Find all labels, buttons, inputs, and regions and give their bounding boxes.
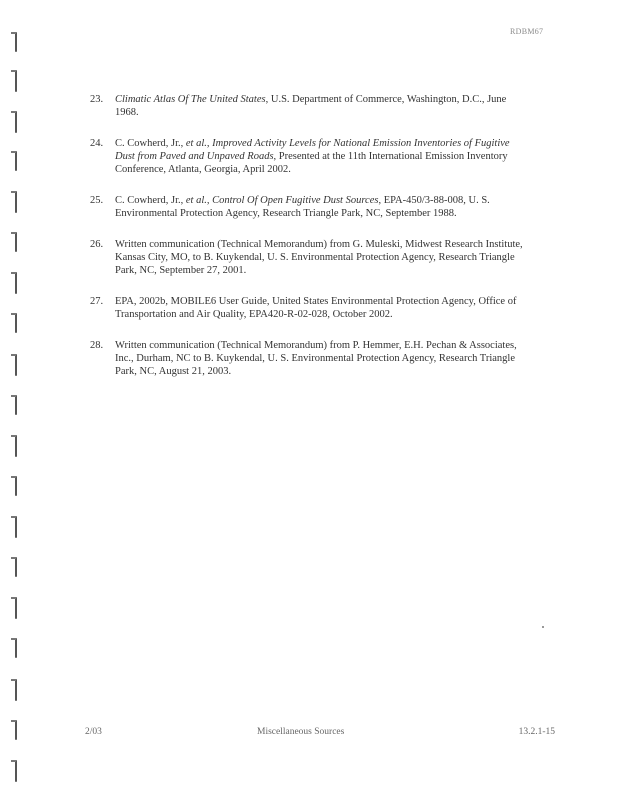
page-footer	[85, 727, 555, 741]
footer-page-number: 13.2.1-15	[518, 727, 555, 737]
reference-number: 27.	[90, 296, 104, 307]
document-id: RDBM67	[510, 27, 544, 36]
reference-text: EPA, 2002b, MOBILE6 User Guide, United States Environmental Protection Agency, Office of Transportation and Air Quality, EPA420-R-02-028, October 2002.	[115, 296, 517, 320]
reference-item	[90, 194, 530, 220]
reference-number: 28.	[90, 340, 104, 351]
reference-list	[90, 93, 530, 396]
footer-date: 2/03	[85, 727, 102, 737]
reference-item	[90, 339, 530, 378]
reference-author: C. Cowherd, Jr.,	[115, 138, 186, 149]
reference-title: et al., Improved Activity Levels for National Emission Inventories of Fugitive Dust from Paved and Unpaved Roads	[115, 138, 510, 162]
reference-item	[90, 238, 530, 277]
reference-text: Written communication (Technical Memorandum) from G. Muleski, Midwest Research Institute, Kansas City, MO, to B. Kuykendal, U. S. Environmental Protection Agency, Research Triangle Park, NC, September 27, 2001.	[115, 239, 523, 276]
reference-details: , U.S. Department of Commerce, Washington, D.C., June 1968.	[115, 94, 507, 118]
footer-section-title: Miscellaneous Sources	[257, 727, 345, 737]
reference-number: 23.	[90, 94, 104, 105]
reference-item	[90, 93, 530, 119]
reference-title: Climatic Atlas Of The United States	[115, 94, 266, 105]
reference-number: 25.	[90, 195, 104, 206]
reference-text: Written communication (Technical Memorandum) from P. Hemmer, E.H. Pechan & Associates, Inc., Durham, NC to B. Kuykendal, U. S. Environmental Protection Agency, Research Triangle Park, NC, August 21, 2003.	[115, 340, 517, 377]
reference-number: 26.	[90, 239, 104, 250]
reference-item	[90, 137, 530, 176]
reference-number: 24.	[90, 138, 104, 149]
scan-speck	[542, 626, 544, 628]
reference-details: , Presented at the 11th International Emission Inventory Conference, Atlanta, Georgia, April 2002.	[115, 151, 508, 175]
reference-details: , EPA-450/3-88-008, U. S. Environmental Protection Agency, Research Triangle Park, NC, September 1988.	[115, 195, 490, 219]
reference-item	[90, 295, 530, 321]
reference-title: et al., Control Of Open Fugitive Dust Sources	[185, 195, 379, 206]
reference-author: C. Cowherd, Jr.,	[115, 195, 186, 206]
scan-edge-marks	[0, 0, 30, 800]
